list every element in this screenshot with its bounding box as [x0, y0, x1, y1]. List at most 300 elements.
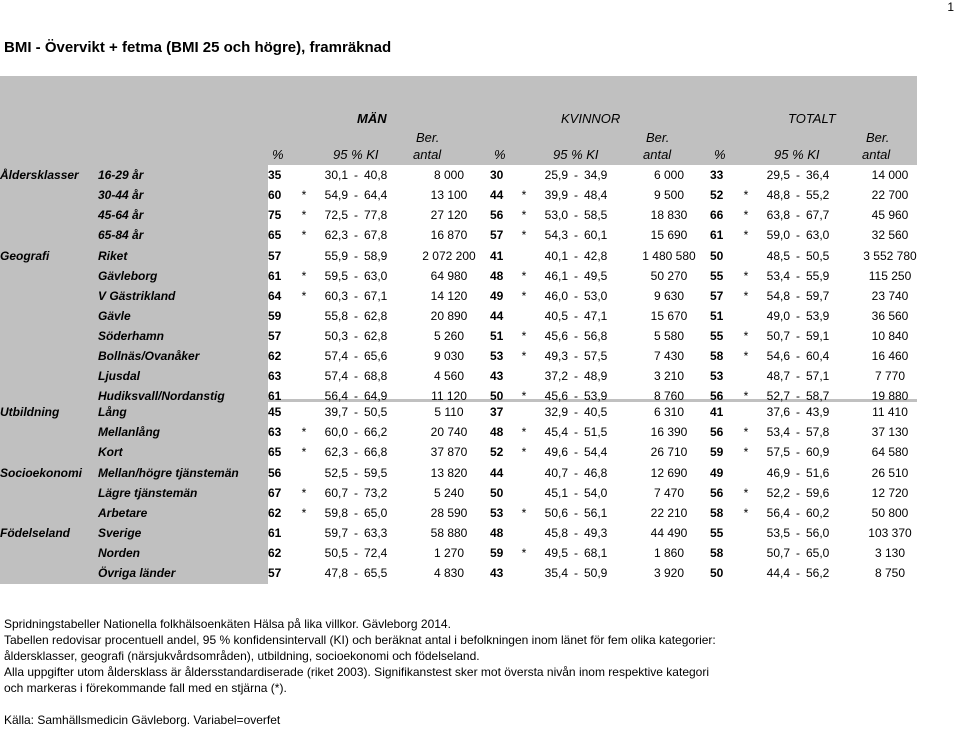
significance-star: [736, 523, 756, 543]
pct-cell: 57: [268, 566, 282, 580]
pct-cell: 57: [268, 249, 282, 263]
pct-cell: 56: [710, 389, 724, 403]
significance-star: *: [743, 425, 749, 439]
ci-low-cell: 57,4: [324, 349, 348, 363]
ci-low-cell: 40,7: [544, 466, 568, 480]
ci-high-cell: 49,5: [584, 269, 608, 283]
count-cell: 14 120: [430, 289, 468, 303]
significance-star: *: [743, 289, 749, 303]
significance-star: *: [743, 329, 749, 343]
ci-high-cell: 64,4: [364, 188, 388, 202]
ci-high-cell: 59,6: [806, 486, 830, 500]
ci-low-cell: 53,4: [766, 269, 790, 283]
ci-high-cell: 43,9: [806, 405, 830, 419]
ci-high-cell: 54,4: [584, 445, 608, 459]
significance-star: *: [521, 349, 527, 363]
row-group: [0, 205, 98, 225]
ci-separator: -: [574, 228, 578, 242]
count-cell: 13 100: [430, 188, 468, 202]
row-label: Ljusdal: [98, 369, 141, 383]
ci-high-cell: 60,4: [806, 349, 830, 363]
ci-low-cell: 55,9: [324, 249, 348, 263]
ci-separator: -: [354, 466, 358, 480]
significance-star: *: [743, 188, 749, 202]
header-ci-women: 95 % KI: [553, 147, 599, 162]
pct-cell: 35: [268, 168, 282, 182]
ci-high-cell: 67,8: [364, 228, 388, 242]
count-cell: 20 890: [430, 309, 468, 323]
count-cell: 2 072 200: [422, 249, 476, 263]
ci-high-cell: 53,0: [584, 289, 608, 303]
row-group: [0, 266, 98, 286]
significance-star: *: [301, 228, 307, 242]
ci-high-cell: 67,1: [364, 289, 388, 303]
row-label: Mellan/högre tjänstemän: [98, 466, 239, 480]
pct-cell: 65: [268, 228, 282, 242]
ci-low-cell: 53,4: [766, 425, 790, 439]
ci-separator: -: [796, 208, 800, 222]
ci-low-cell: 72,5: [324, 208, 348, 222]
significance-star: [294, 366, 314, 386]
count-cell: 1 270: [433, 546, 465, 560]
count-cell: 12 690: [650, 466, 688, 480]
row-group: [0, 286, 98, 306]
footer-line: Spridningstabeller Nationella folkhälsoenkäten Hälsa på lika villkor. Gävleborg 2014.: [4, 617, 451, 631]
ci-low-cell: 35,4: [544, 566, 568, 580]
ci-low-cell: 54,8: [766, 289, 790, 303]
ci-high-cell: 56,1: [584, 506, 608, 520]
ci-low-cell: 32,9: [544, 405, 568, 419]
pct-cell: 45: [268, 405, 282, 419]
ci-low-cell: 62,3: [324, 445, 348, 459]
ci-high-cell: 58,9: [364, 249, 388, 263]
ci-low-cell: 39,9: [544, 188, 568, 202]
ci-low-cell: 54,6: [766, 349, 790, 363]
pct-cell: 33: [710, 168, 724, 182]
significance-star: *: [301, 208, 307, 222]
ci-high-cell: 60,2: [806, 506, 830, 520]
ci-separator: -: [574, 289, 578, 303]
ci-separator: -: [574, 329, 578, 343]
row-group: [0, 442, 98, 462]
row-label: 30-44 år: [98, 188, 144, 202]
significance-star: [514, 306, 534, 326]
significance-star: *: [521, 269, 527, 283]
ci-low-cell: 46,9: [766, 466, 790, 480]
row-group: [0, 422, 98, 442]
ci-high-cell: 56,0: [806, 526, 830, 540]
ci-high-cell: 50,5: [806, 249, 830, 263]
header-antal-total: antal: [862, 147, 891, 162]
ci-low-cell: 62,3: [324, 228, 348, 242]
ci-separator: -: [796, 425, 800, 439]
significance-star: [294, 346, 314, 366]
ci-separator: -: [796, 329, 800, 343]
ci-high-cell: 67,7: [806, 208, 830, 222]
significance-star: [514, 463, 534, 483]
ci-low-cell: 63,8: [766, 208, 790, 222]
pct-cell: 59: [490, 546, 504, 560]
header-ci-men: 95 % KI: [333, 147, 379, 162]
table-row: [0, 246, 930, 266]
ci-separator: -: [574, 249, 578, 263]
table-row: [0, 463, 930, 483]
significance-star: *: [521, 445, 527, 459]
pct-cell: 44: [490, 309, 504, 323]
ci-separator: -: [796, 269, 800, 283]
ci-high-cell: 65,6: [364, 349, 388, 363]
ci-high-cell: 53,9: [806, 309, 830, 323]
header-group-total: TOTALT: [788, 111, 836, 126]
pct-cell: 50: [710, 249, 724, 263]
row-label: 65-84 år: [98, 228, 144, 242]
table-row: [0, 225, 930, 245]
count-cell: 18 830: [650, 208, 688, 222]
table-row: [0, 286, 930, 306]
ci-separator: -: [354, 188, 358, 202]
ci-high-cell: 65,5: [364, 566, 388, 580]
ci-high-cell: 54,0: [584, 486, 608, 500]
significance-star: [294, 523, 314, 543]
ci-separator: -: [796, 309, 800, 323]
ci-separator: -: [354, 249, 358, 263]
ci-low-cell: 46,0: [544, 289, 568, 303]
significance-star: [736, 563, 756, 583]
ci-low-cell: 45,8: [544, 526, 568, 540]
ci-separator: -: [354, 228, 358, 242]
header-ci-total: 95 % KI: [774, 147, 820, 162]
ci-separator: -: [574, 389, 578, 403]
count-cell: 5 260: [433, 329, 465, 343]
row-label: Mellanlång: [98, 425, 161, 439]
row-group: [0, 326, 98, 346]
ci-low-cell: 50,5: [324, 546, 348, 560]
pct-cell: 43: [490, 566, 504, 580]
count-cell: 4 560: [433, 369, 465, 383]
row-label: Gävle: [98, 309, 131, 323]
count-cell: 26 510: [871, 466, 909, 480]
pct-cell: 75: [268, 208, 282, 222]
pct-cell: 53: [490, 349, 504, 363]
pct-cell: 50: [710, 566, 724, 580]
ci-low-cell: 56,4: [324, 389, 348, 403]
ci-separator: -: [354, 425, 358, 439]
table-row: [0, 205, 930, 225]
table-row: [0, 442, 930, 462]
significance-star: *: [301, 506, 307, 520]
pct-cell: 50: [490, 486, 504, 500]
count-cell: 115 250: [868, 269, 912, 283]
ci-low-cell: 30,1: [324, 168, 348, 182]
significance-star: *: [743, 228, 749, 242]
ci-high-cell: 55,9: [806, 269, 830, 283]
significance-star: [514, 246, 534, 266]
row-label: Arbetare: [98, 506, 148, 520]
ci-separator: -: [796, 389, 800, 403]
count-cell: 26 710: [650, 445, 688, 459]
count-cell: 4 830: [433, 566, 465, 580]
count-cell: 15 690: [650, 228, 688, 242]
ci-separator: -: [796, 506, 800, 520]
count-cell: 22 700: [871, 188, 909, 202]
pct-cell: 48: [490, 425, 504, 439]
pct-cell: 55: [710, 526, 724, 540]
count-cell: 19 880: [871, 389, 909, 403]
ci-low-cell: 46,1: [544, 269, 568, 283]
significance-star: *: [301, 425, 307, 439]
ci-high-cell: 48,9: [584, 369, 608, 383]
ci-low-cell: 39,7: [324, 405, 348, 419]
significance-star: *: [743, 486, 749, 500]
pct-cell: 56: [490, 208, 504, 222]
pct-cell: 56: [710, 425, 724, 439]
row-group: Åldersklasser: [0, 168, 79, 182]
count-cell: 3 130: [874, 546, 906, 560]
significance-star: *: [743, 269, 749, 283]
pct-cell: 41: [490, 249, 504, 263]
ci-separator: -: [574, 269, 578, 283]
pct-cell: 61: [710, 228, 724, 242]
count-cell: 14 000: [871, 168, 909, 182]
ci-high-cell: 68,1: [584, 546, 608, 560]
row-label: Riket: [98, 249, 128, 263]
ci-separator: -: [574, 349, 578, 363]
count-cell: 5 240: [433, 486, 465, 500]
count-cell: 5 110: [434, 405, 464, 419]
ci-separator: -: [354, 269, 358, 283]
pct-cell: 62: [268, 349, 282, 363]
pct-cell: 58: [710, 546, 724, 560]
ci-separator: -: [796, 249, 800, 263]
ci-separator: -: [354, 566, 358, 580]
significance-star: [736, 165, 756, 185]
ci-separator: -: [354, 168, 358, 182]
count-cell: 58 880: [430, 526, 468, 540]
ci-high-cell: 77,8: [364, 208, 388, 222]
significance-star: [736, 543, 756, 563]
significance-star: *: [521, 289, 527, 303]
count-cell: 32 560: [871, 228, 909, 242]
table-row: [0, 503, 930, 523]
significance-star: *: [743, 349, 749, 363]
ci-low-cell: 52,7: [766, 389, 790, 403]
count-cell: 7 770: [874, 369, 906, 383]
ci-high-cell: 53,9: [584, 389, 608, 403]
ci-high-cell: 51,6: [806, 466, 830, 480]
significance-star: [736, 463, 756, 483]
count-cell: 36 560: [871, 309, 909, 323]
count-cell: 50 800: [871, 506, 909, 520]
ci-separator: -: [574, 566, 578, 580]
row-group: [0, 306, 98, 326]
ci-high-cell: 49,3: [584, 526, 608, 540]
count-cell: 16 870: [430, 228, 468, 242]
ci-separator: -: [354, 389, 358, 403]
ci-separator: -: [796, 466, 800, 480]
pct-cell: 50: [490, 389, 504, 403]
count-cell: 44 490: [650, 526, 688, 540]
ci-high-cell: 40,8: [364, 168, 388, 182]
significance-star: *: [521, 546, 527, 560]
count-cell: 9 630: [653, 289, 685, 303]
footer-notes: [4, 616, 716, 696]
ci-separator: -: [354, 349, 358, 363]
pct-cell: 58: [710, 349, 724, 363]
count-cell: 23 740: [871, 289, 909, 303]
ci-low-cell: 25,9: [544, 168, 568, 182]
source-line: Källa: Samhällsmedicin Gävleborg. Variabel=overfet: [4, 713, 281, 727]
pct-cell: 62: [268, 546, 282, 560]
ci-separator: -: [574, 526, 578, 540]
significance-star: *: [521, 506, 527, 520]
count-cell: 8 760: [653, 389, 685, 403]
ci-low-cell: 49,3: [544, 349, 568, 363]
ci-high-cell: 63,0: [806, 228, 830, 242]
table-row: [0, 366, 930, 386]
row-label: Lång: [98, 405, 127, 419]
ci-high-cell: 50,5: [364, 405, 388, 419]
count-cell: 11 120: [431, 389, 467, 403]
ci-low-cell: 37,6: [766, 405, 790, 419]
ci-low-cell: 47,8: [324, 566, 348, 580]
ci-low-cell: 53,5: [766, 526, 790, 540]
ci-low-cell: 50,7: [766, 546, 790, 560]
ci-low-cell: 37,2: [544, 369, 568, 383]
ci-high-cell: 51,5: [584, 425, 608, 439]
row-label: Sverige: [98, 526, 142, 540]
row-group: Geografi: [0, 249, 50, 263]
ci-high-cell: 50,9: [584, 566, 608, 580]
ci-separator: -: [574, 486, 578, 500]
pct-cell: 57: [268, 329, 282, 343]
pct-cell: 30: [490, 168, 504, 182]
ci-low-cell: 49,0: [766, 309, 790, 323]
row-label: Lägre tjänstemän: [98, 486, 198, 500]
count-cell: 27 120: [430, 208, 468, 222]
ci-separator: -: [574, 425, 578, 439]
ci-high-cell: 72,4: [364, 546, 388, 560]
table-row: [0, 165, 930, 185]
table-row: [0, 422, 930, 442]
pct-cell: 66: [710, 208, 724, 222]
table-panel: [0, 76, 917, 584]
ci-high-cell: 57,5: [584, 349, 608, 363]
pct-cell: 64: [268, 289, 282, 303]
header-pct-total: %: [714, 147, 726, 162]
count-cell: 16 390: [650, 425, 688, 439]
table-row: [0, 523, 930, 543]
significance-star: *: [521, 228, 527, 242]
count-cell: 6 310: [653, 405, 685, 419]
ci-separator: -: [574, 445, 578, 459]
ci-low-cell: 54,9: [324, 188, 348, 202]
pct-cell: 65: [268, 445, 282, 459]
ci-low-cell: 50,3: [324, 329, 348, 343]
row-label: Övriga länder: [98, 566, 176, 580]
count-cell: 9 500: [653, 188, 685, 202]
count-cell: 103 370: [868, 526, 912, 540]
ci-low-cell: 57,4: [324, 369, 348, 383]
ci-high-cell: 36,4: [806, 168, 830, 182]
header-pct-men: %: [272, 147, 284, 162]
ci-low-cell: 48,8: [766, 188, 790, 202]
ci-low-cell: 60,7: [324, 486, 348, 500]
count-cell: 1 860: [653, 546, 685, 560]
count-cell: 15 670: [650, 309, 688, 323]
ci-high-cell: 60,1: [584, 228, 608, 242]
ci-separator: -: [354, 445, 358, 459]
header-group-men: MÄN: [357, 111, 387, 126]
ci-high-cell: 66,8: [364, 445, 388, 459]
count-cell: 5 580: [653, 329, 685, 343]
pct-cell: 52: [490, 445, 504, 459]
count-cell: 37 870: [430, 445, 468, 459]
pct-cell: 52: [710, 188, 724, 202]
ci-separator: -: [354, 405, 358, 419]
ci-low-cell: 60,0: [324, 425, 348, 439]
row-label: Hudiksvall/Nordanstig: [98, 389, 225, 403]
ci-high-cell: 66,2: [364, 425, 388, 439]
ci-separator: -: [796, 188, 800, 202]
row-label: Söderhamn: [98, 329, 165, 343]
count-cell: 16 460: [871, 349, 909, 363]
ci-separator: -: [574, 309, 578, 323]
significance-star: [294, 463, 314, 483]
table-row: [0, 185, 930, 205]
pct-cell: 55: [710, 269, 724, 283]
ci-high-cell: 56,2: [806, 566, 830, 580]
significance-star: [294, 306, 314, 326]
count-cell: 22 210: [650, 506, 688, 520]
ci-low-cell: 59,0: [766, 228, 790, 242]
ci-separator: -: [354, 309, 358, 323]
count-cell: 28 590: [430, 506, 468, 520]
ci-low-cell: 59,7: [324, 526, 348, 540]
ci-low-cell: 40,5: [544, 309, 568, 323]
ci-separator: -: [574, 208, 578, 222]
ci-high-cell: 62,8: [364, 309, 388, 323]
significance-star: *: [521, 389, 527, 403]
ci-high-cell: 62,8: [364, 329, 388, 343]
ci-separator: -: [574, 506, 578, 520]
row-group: [0, 483, 98, 503]
significance-star: [514, 165, 534, 185]
ci-high-cell: 65,0: [806, 546, 830, 560]
pct-cell: 44: [490, 188, 504, 202]
ci-high-cell: 42,8: [584, 249, 608, 263]
significance-star: [736, 246, 756, 266]
footer-line: Alla uppgifter utom åldersklass är åldersstandardiserade (riket 2003). Signifikanstest sker mot översta nivån inom respektive kategori: [4, 665, 709, 679]
ci-low-cell: 49,6: [544, 445, 568, 459]
row-label: 16-29 år: [98, 168, 144, 182]
count-cell: 3 920: [653, 566, 685, 580]
significance-star: *: [743, 445, 749, 459]
ci-separator: -: [574, 188, 578, 202]
ci-separator: -: [796, 486, 800, 500]
significance-star: *: [521, 329, 527, 343]
pct-cell: 60: [268, 188, 282, 202]
ci-high-cell: 57,1: [806, 369, 830, 383]
ci-high-cell: 56,8: [584, 329, 608, 343]
pct-cell: 63: [268, 425, 282, 439]
ci-separator: -: [796, 546, 800, 560]
header-antal-women: antal: [643, 147, 672, 162]
ci-separator: -: [354, 369, 358, 383]
pct-cell: 51: [710, 309, 724, 323]
pct-cell: 49: [490, 289, 504, 303]
ci-separator: -: [574, 369, 578, 383]
ci-high-cell: 65,0: [364, 506, 388, 520]
